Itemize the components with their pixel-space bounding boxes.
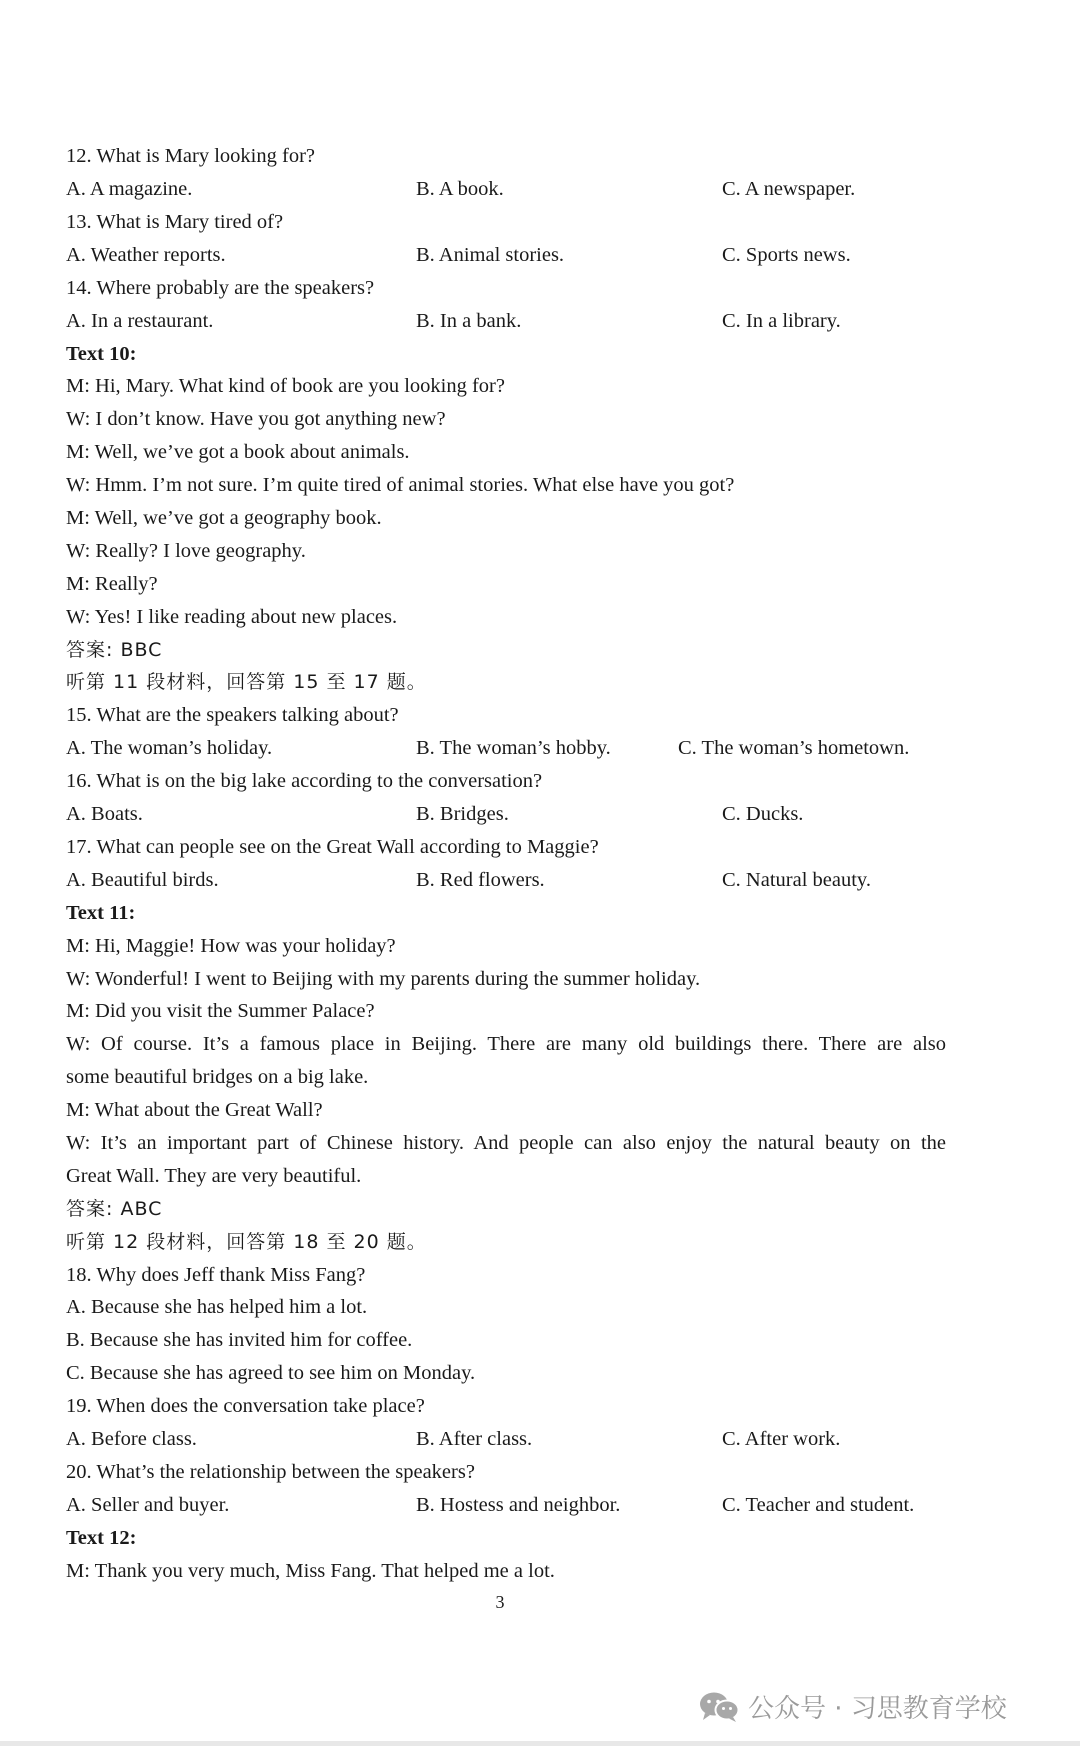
question-16: 16. What is on the big lake according to the conversation? xyxy=(66,770,543,792)
dialogue-line: M: Did you visit the Summer Palace? xyxy=(66,1000,375,1022)
option-b: B. After class. xyxy=(416,1428,533,1450)
dialogue-line: M: Hi, Mary. What kind of book are you looking for? xyxy=(66,375,505,397)
option-a: A. Boats. xyxy=(66,803,143,825)
answer-key: 答案: BBC xyxy=(66,639,163,661)
dialogue-line: Great Wall. They are very beautiful. xyxy=(66,1165,362,1187)
dialogue-line: W: Yes! I like reading about new places. xyxy=(66,606,398,628)
option-c: C. A newspaper. xyxy=(722,178,856,200)
option-b: B. Hostess and neighbor. xyxy=(416,1494,621,1516)
option-a: A. Beautiful birds. xyxy=(66,869,219,891)
section-instruction: 听第 11 段材料，回答第 15 至 17 题。 xyxy=(66,671,427,693)
question-15: 15. What are the speakers talking about? xyxy=(66,704,399,726)
watermark xyxy=(698,1688,1007,1725)
dialogue-line: W: Hmm. I’m not sure. I’m quite tired of animal stories. What else have you got? xyxy=(66,474,735,496)
question-19: 19. When does the conversation take place? xyxy=(66,1395,425,1417)
dialogue-line: M: Thank you very much, Miss Fang. That helped me a lot. xyxy=(66,1560,555,1582)
text-12-heading: Text 12: xyxy=(66,1527,137,1549)
option-c: C. After work. xyxy=(722,1428,841,1450)
option-a: A. In a restaurant. xyxy=(66,310,214,332)
question-20: 20. What’s the relationship between the speakers? xyxy=(66,1461,475,1483)
text-11-heading: Text 11: xyxy=(66,902,136,924)
option-c: C. The woman’s hometown. xyxy=(678,737,910,759)
question-12: 12. What is Mary looking for? xyxy=(66,145,315,167)
question-17: 17. What can people see on the Great Wall according to Maggie? xyxy=(66,836,599,858)
dialogue-line: M: Really? xyxy=(66,573,158,595)
dialogue-line: W: Of course. It’s a famous place in Beijing. There are many old buildings there. There are also xyxy=(66,1033,946,1055)
option-a: A. Weather reports. xyxy=(66,244,226,266)
wechat-icon xyxy=(698,1690,740,1724)
page-number: 3 xyxy=(495,1592,505,1612)
dialogue-line: M: Well, we’ve got a book about animals. xyxy=(66,441,410,463)
option-b: B. Because she has invited him for coffee. xyxy=(66,1329,413,1351)
option-a: A. Because she has helped him a lot. xyxy=(66,1296,368,1318)
dialogue-line: M: Hi, Maggie! How was your holiday? xyxy=(66,935,396,957)
option-b: B. In a bank. xyxy=(416,310,522,332)
dialogue-line: some beautiful bridges on a big lake. xyxy=(66,1066,369,1088)
dialogue-line: M: Well, we’ve got a geography book. xyxy=(66,507,382,529)
dialogue-line: W: It’s an important part of Chinese history. And people can also enjoy the natural beauty on the xyxy=(66,1132,946,1154)
option-b: B. The woman’s hobby. xyxy=(416,737,611,759)
option-c: C. Natural beauty. xyxy=(722,869,871,891)
option-c: C. Teacher and student. xyxy=(722,1494,915,1516)
option-a: A. Before class. xyxy=(66,1428,197,1450)
option-b: B. Animal stories. xyxy=(416,244,565,266)
dialogue-line: W: I don’t know. Have you got anything new? xyxy=(66,408,446,430)
section-instruction: 听第 12 段材料，回答第 18 至 20 题。 xyxy=(66,1231,427,1253)
option-c: C. Because she has agreed to see him on Monday. xyxy=(66,1362,476,1384)
question-13: 13. What is Mary tired of? xyxy=(66,211,284,233)
option-a: A. Seller and buyer. xyxy=(66,1494,230,1516)
option-c: C. Ducks. xyxy=(722,803,804,825)
option-a: A. The woman’s holiday. xyxy=(66,737,273,759)
question-14: 14. Where probably are the speakers? xyxy=(66,277,375,299)
dialogue-line: W: Really? I love geography. xyxy=(66,540,306,562)
footer-strip xyxy=(0,1741,1080,1746)
answer-key: 答案: ABC xyxy=(66,1198,163,1220)
option-b: B. Red flowers. xyxy=(416,869,545,891)
dialogue-line: W: Wonderful! I went to Beijing with my parents during the summer holiday. xyxy=(66,968,701,990)
option-a: A. A magazine. xyxy=(66,178,193,200)
option-b: B. Bridges. xyxy=(416,803,509,825)
text-10-heading: Text 10: xyxy=(66,343,137,365)
watermark-text: 公众号 · 习思教育学校 xyxy=(748,1694,1007,1724)
option-c: C. In a library. xyxy=(722,310,841,332)
option-b: B. A book. xyxy=(416,178,504,200)
question-18: 18. Why does Jeff thank Miss Fang? xyxy=(66,1264,366,1286)
dialogue-line: M: What about the Great Wall? xyxy=(66,1099,323,1121)
option-c: C. Sports news. xyxy=(722,244,851,266)
